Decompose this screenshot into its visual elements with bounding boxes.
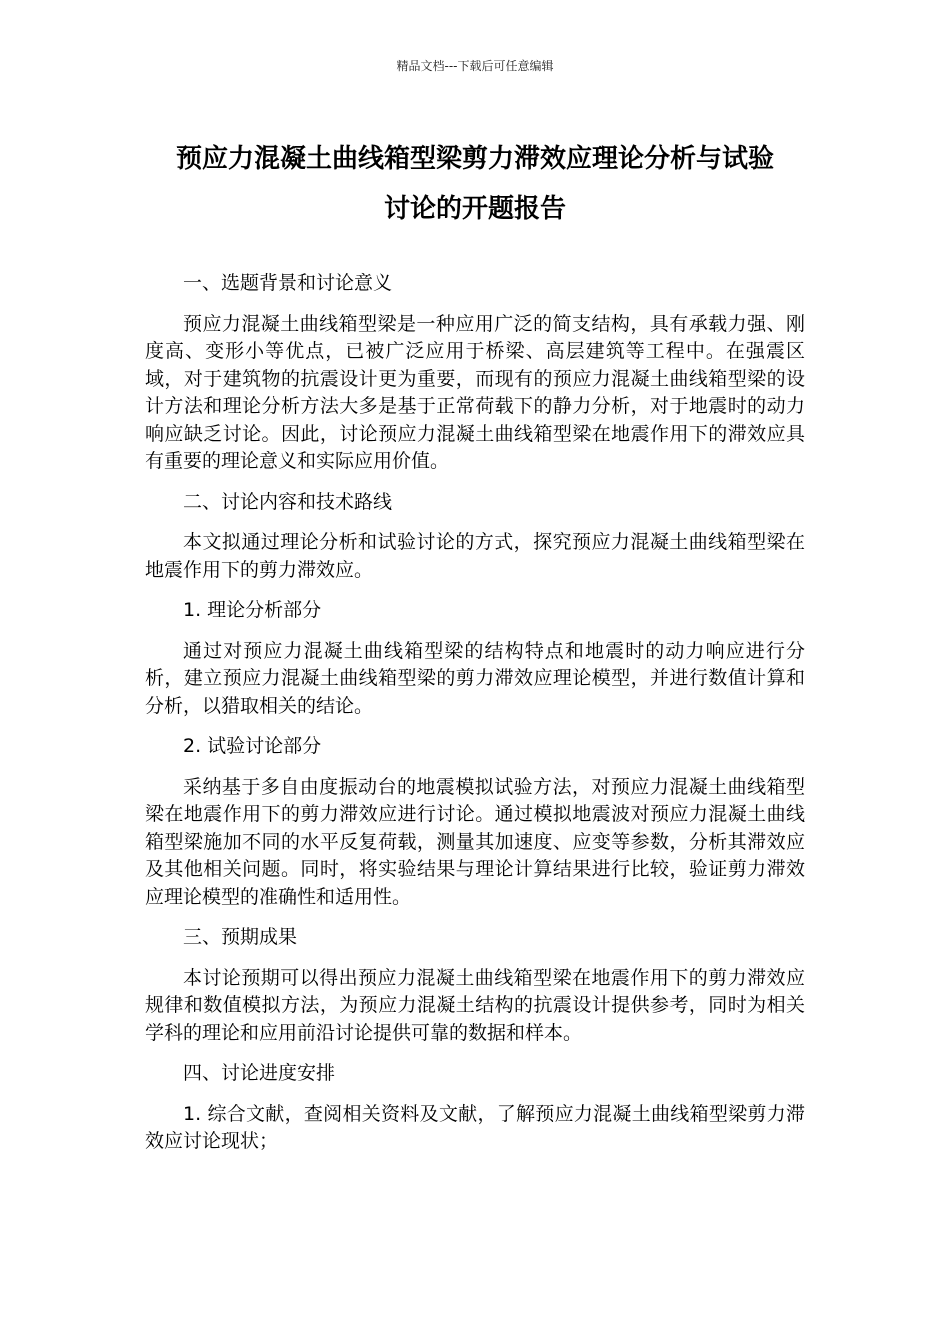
section-2-sub-2-heading: 2. 试验讨论部分 <box>183 735 322 757</box>
section-1-paragraph: 预应力混凝土曲线箱型梁是一种应用广泛的简支结构，具有承载力强、刚度高、变形小等优点，已被广泛应用于桥梁、高层建筑等工程中。在强震区域，对于建筑物的抗震设计更为重要，而现有的预应力混凝土曲线箱型梁的设计方法和理论分析方法大多是基于正常荷载下的静力分析，对于地震时的动力响应缺乏讨论。因此，讨论预应力混凝土曲线箱型梁在地震作用下的滞效应具有重要的理论意义和实际应用价值。 <box>145 312 805 472</box>
section-2-paragraph: 本文拟通过理论分析和试验讨论的方式，探究预应力混凝土曲线箱型梁在地震作用下的剪力滞效应。 <box>145 531 805 581</box>
document-body <box>145 270 805 1169</box>
section-2-sub-1-heading: 1. 理论分析部分 <box>183 599 322 621</box>
section-2-heading: 二、讨论内容和技术路线 <box>183 490 393 513</box>
title-line-1: 预应力混凝土曲线箱型梁剪力滞效应理论分析与试验 <box>175 144 774 174</box>
section-3-paragraph: 本讨论预期可以得出预应力混凝土曲线箱型梁在地震作用下的剪力滞效应规律和数值模拟方法，为预应力混凝土结构的抗震设计提供参考，同时为相关学科的理论和应用前沿讨论提供可靠的数据和样本。 <box>145 966 805 1044</box>
document-title <box>140 134 810 234</box>
title-line-2: 讨论的开题报告 <box>383 194 566 224</box>
section-3-heading: 三、预期成果 <box>183 926 298 948</box>
section-1-heading: 一、选题背景和讨论意义 <box>183 272 393 294</box>
section-4-heading: 四、讨论进度安排 <box>183 1062 336 1084</box>
page-header: 精品文档---下载后可任意编辑 <box>396 59 554 73</box>
section-4-item-1: 1. 综合文献，查阅相关资料及文献，了解预应力混凝土曲线箱型梁剪力滞效应讨论现状； <box>145 1102 805 1152</box>
section-2-sub-1-paragraph: 通过对预应力混凝土曲线箱型梁的结构特点和地震时的动力响应进行分析，建立预应力混凝土曲线箱型梁的剪力滞效应理论模型，并进行数值计算和分析，以猎取相关的结论。 <box>145 639 805 717</box>
section-2-sub-2-paragraph: 采纳基于多自由度振动台的地震模拟试验方法，对预应力混凝土曲线箱型梁在地震作用下的剪力滞效应进行讨论。通过模拟地震波对预应力混凝土曲线箱型梁施加不同的水平反复荷载，测量其加速度、应变等参数，分析其滞效应及其他相关问题。同时，将实验结果与理论计算结果进行比较，验证剪力滞效应理论模型的准确性和适用性。 <box>145 775 805 908</box>
